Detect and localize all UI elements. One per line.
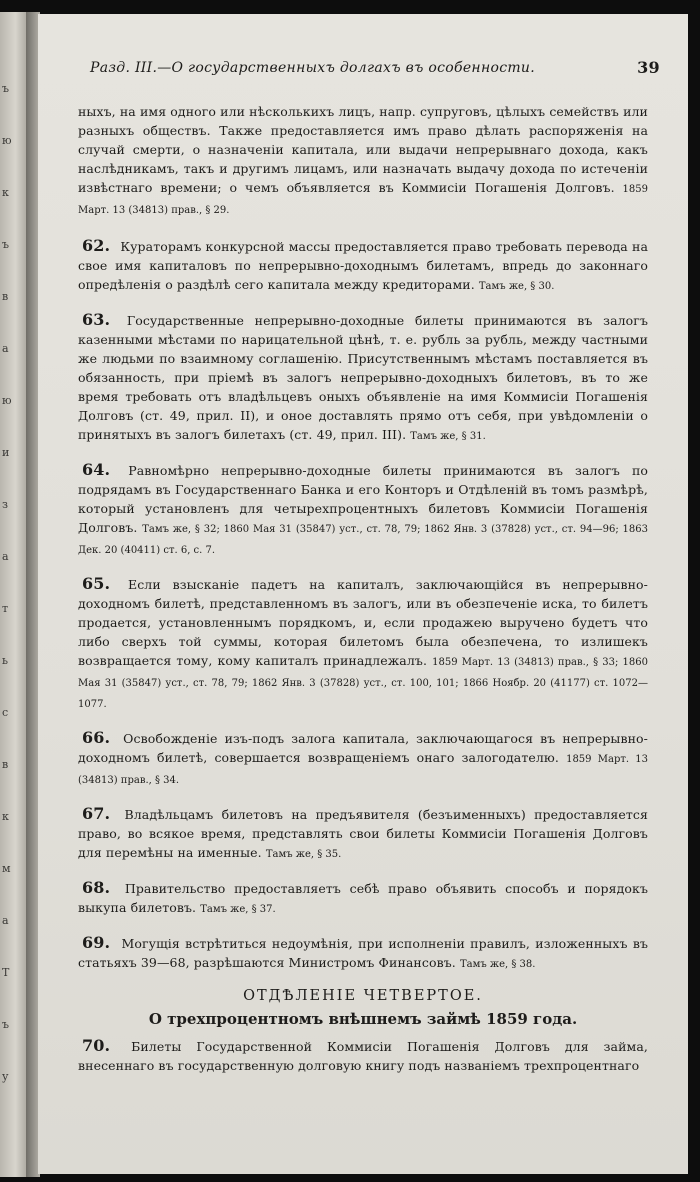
previous-page-fragment: а (2, 914, 9, 927)
previous-page-fragment: м (2, 862, 11, 875)
article-number: 67. (82, 804, 111, 823)
previous-page-fragment: ь (2, 654, 8, 667)
article-number: 65. (82, 574, 111, 593)
page-body (78, 102, 648, 1089)
article-text: Билеты Государственной Коммисіи Погашенія Долговъ для займа, внесеннаго въ государственную долговую книгу подъ названіемъ трехпроцентнаго (78, 1039, 648, 1073)
previous-page-fragment: Т (2, 966, 10, 979)
previous-page-fragment: ъ (2, 1018, 9, 1031)
article-text: Равномѣрно непрерывно-доходные билеты принимаются въ залогъ по подрядамъ въ Государственнаго Банка и его Конторъ и Отдѣленій въ томъ размѣрѣ, который установленъ для четырехпроцентныхъ билетовъ Коммисіи Погашенія Долговъ. (78, 463, 649, 535)
previous-page-fragment: с (2, 706, 9, 719)
previous-page-fragment: з (2, 498, 8, 511)
article-reference: 1859 Март. 13 (34813) прав., § 33; 1860 Мая 31 (35847) уст., ст. 78, 79; 1862 Янв. 3 (37828) уст., ст. 100, 101; 1866 Ноябр. 20 (41177) ст. 1072—1077. (78, 657, 648, 710)
article-63 (78, 310, 648, 446)
article-reference: Тамъ же, § 35. (265, 849, 342, 860)
article-65 (78, 574, 648, 714)
previous-page-fragment: к (2, 186, 9, 199)
previous-page-fragment: у (2, 1070, 9, 1083)
previous-page-edge (0, 12, 28, 1177)
article-number: 64. (82, 460, 111, 479)
previous-page-fragment: к (2, 810, 9, 823)
section-heading: ОТДѢЛЕНІЕ ЧЕТВЕРТОЕ. (243, 988, 483, 1004)
article-reference: 1859 Март. 13 (34813) прав., § 29. (78, 184, 648, 216)
article-61-continuation (78, 102, 648, 220)
article-number: 70. (82, 1036, 111, 1055)
article-text: Правительство предоставляетъ себѣ право объявить способъ и порядокъ выкупа билетовъ. (78, 881, 648, 915)
book-page (38, 14, 688, 1174)
section-subheading: О трехпроцентномъ внѣшнемъ займѣ 1859 года. (148, 1010, 578, 1028)
article-reference: Тамъ же, § 38. (459, 959, 536, 970)
article-text: Освобожденіе изъ-подъ залога капитала, заключающагося въ непрерывно-доходномъ билетѣ, совершается возвращеніемъ онаго залогодателю. (78, 731, 648, 765)
previous-page-fragment: ю (2, 394, 12, 407)
article-text: Если взысканіе падетъ на капиталъ, заключающійся въ непрерывно-доходномъ билетѣ, представленномъ въ залогъ, или въ обезпеченіе иска, то билетъ продается, установленнымъ порядкомъ, и, если продажею выручено будетъ что либо сверхъ той суммы, которая билетомъ была обезпечена, то излишекъ возвращается тому, кому капиталъ принадлежалъ. (78, 577, 649, 668)
article-number: 62. (82, 236, 111, 255)
previous-page-fragment: т (2, 602, 9, 615)
article-number: 68. (82, 878, 111, 897)
article-number: 69. (82, 933, 111, 952)
article-reference: Тамъ же, § 30. (478, 281, 555, 292)
running-header (90, 60, 660, 84)
article-68 (78, 878, 648, 919)
article-number: 63. (82, 310, 111, 329)
previous-page-fragment: ю (2, 134, 12, 147)
running-header-title: Разд. III.—О государственныхъ долгахъ въ особенности. (90, 60, 535, 76)
article-reference: Тамъ же, § 32; 1860 Мая 31 (35847) уст., ст. 78, 79; 1862 Янв. 3 (37828) уст., ст. 94—96; 1863 Дек. 20 (40411) ст. 6, с. 7. (78, 524, 649, 556)
article-text: ныхъ, на имя одного или нѣсколькихъ лицъ, напр. супруговъ, цѣлыхъ семействъ или разныхъ обществъ. Также предоставляется имъ право дѣлать распоряженія на случай смерти, о назначеніи капитала, или выдачи непрерывнаго дохода, какъ наслѣдникамъ, такъ и другимъ лицамъ, или назначать выдачу дохода по истеченіи извѣстнаго времени; о чемъ объявляется въ Коммисіи Погашенія Долговъ. (78, 104, 648, 195)
article-69 (78, 933, 648, 974)
article-text: Государственные непрерывно-доходные билеты принимаются въ залогъ казенными мѣстами по нарицательной цѣнѣ, т. е. рубль за рубль, между частными же людьми по взаимному соглашенію. Присутственнымъ мѣстамъ поставляется въ обязанность, при пріемѣ въ залогъ непрерывно-доходныхъ билетовъ, въ то же время требовать отъ владѣльцевъ оныхъ объявленіе на имя Коммисіи Погашенія Долговъ (ст. 49, прил. II), и оное доставлять прямо отъ себя, при увѣдомленіи о принятыхъ въ залогъ билетахъ (ст. 49, прил. III). (78, 313, 648, 442)
article-66 (78, 728, 648, 790)
article-reference: Тамъ же, § 31. (410, 431, 486, 442)
article-64 (78, 460, 648, 560)
article-62 (78, 236, 648, 296)
article-text: Кураторамъ конкурсной массы предоставляется право требовать перевода на свое имя капиталовъ по непрерывно-доходнымъ билетамъ, впредь до законнаго опредѣленія о раздѣлѣ сего капитала между кредиторами. (78, 239, 648, 292)
page-number: 39 (637, 58, 660, 77)
previous-page-fragment: ъ (2, 82, 9, 95)
article-text: Владѣльцамъ билетовъ на предъявителя (безъименныхъ) предоставляется право, во всякое время, представлять свои билеты Коммисіи Погашенія Долговъ для перемѣны на именные. (78, 807, 648, 860)
article-reference: Тамъ же, § 37. (200, 904, 276, 915)
previous-page-fragment: и (2, 446, 10, 459)
previous-page-fragment: в (2, 290, 9, 303)
previous-page-fragment: а (2, 550, 9, 563)
article-number: 66. (82, 728, 111, 747)
article-67 (78, 804, 648, 864)
previous-page-fragment: а (2, 342, 9, 355)
article-text: Могущія встрѣтиться недоумѣнія, при исполненіи правилъ, изложенныхъ въ статьяхъ 39—68, разрѣшаются Министромъ Финансовъ. (78, 936, 649, 970)
article-70 (78, 1036, 648, 1075)
previous-page-fragment: в (2, 758, 9, 771)
article-reference: 1859 Март. 13 (34813) прав., § 34. (78, 754, 648, 786)
previous-page-fragment: ъ (2, 238, 9, 251)
